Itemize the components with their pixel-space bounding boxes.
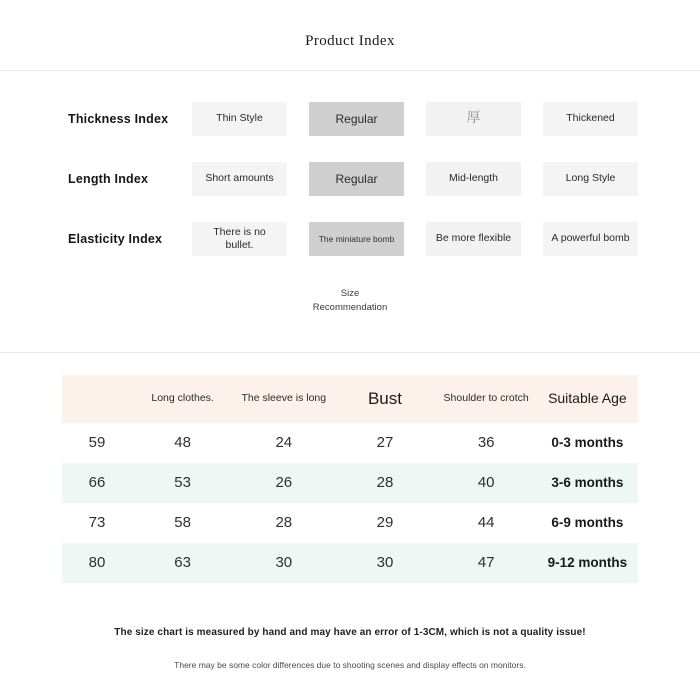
section-divider bbox=[0, 352, 700, 353]
cell-suitable-age: 0-3 months bbox=[537, 423, 638, 463]
cell-size: 73 bbox=[62, 503, 132, 543]
cell-bust: 29 bbox=[334, 503, 435, 543]
index-cells-elasticity bbox=[192, 222, 700, 256]
column-header-bust: Bust bbox=[334, 375, 435, 423]
cell-size: 66 bbox=[62, 463, 132, 503]
index-row-thickness bbox=[0, 89, 700, 149]
cell-sleeve-length: 30 bbox=[233, 543, 334, 583]
thickness-option-thickened[interactable]: Thickened bbox=[543, 102, 638, 136]
index-section bbox=[0, 71, 700, 273]
index-row-elasticity bbox=[0, 209, 700, 269]
elasticity-option-none[interactable]: There is no bullet. bbox=[192, 222, 287, 256]
index-cells-thickness bbox=[192, 102, 700, 136]
size-table-head bbox=[62, 375, 638, 423]
cell-sleeve-length: 24 bbox=[233, 423, 334, 463]
table-row bbox=[62, 543, 638, 583]
index-label-elasticity: Elasticity Index bbox=[68, 232, 163, 246]
cell-size: 80 bbox=[62, 543, 132, 583]
index-label-length: Length Index bbox=[68, 172, 149, 186]
size-table-wrapper bbox=[62, 375, 638, 583]
cell-bust: 30 bbox=[334, 543, 435, 583]
elasticity-option-miniature[interactable]: The miniature bomb bbox=[309, 222, 404, 256]
thickness-option-regular[interactable]: Regular bbox=[309, 102, 404, 136]
column-header-sleeve-length: The sleeve is long bbox=[233, 375, 334, 423]
elasticity-option-more-flexible[interactable]: Be more flexible bbox=[426, 222, 521, 256]
measurement-disclaimer: The size chart is measured by hand and may have an error of 1-3CM, which is not a quality issue! bbox=[114, 626, 586, 638]
cell-bust: 27 bbox=[334, 423, 435, 463]
footnotes bbox=[0, 583, 700, 670]
cell-shoulder-to-crotch: 47 bbox=[436, 543, 537, 583]
cell-suitable-age: 9-12 months bbox=[537, 543, 638, 583]
size-recommendation-line2: Recommendation bbox=[312, 302, 388, 314]
cell-shoulder-to-crotch: 44 bbox=[436, 503, 537, 543]
column-header-shoulder-to-crotch: Shoulder to crotch bbox=[436, 375, 537, 423]
size-recommendation-heading bbox=[0, 273, 700, 332]
color-disclaimer: There may be some color differences due to shooting scenes and display effects on monitors. bbox=[174, 659, 526, 670]
size-table-body bbox=[62, 423, 638, 583]
cell-size: 59 bbox=[62, 423, 132, 463]
length-option-regular[interactable]: Regular bbox=[309, 162, 404, 196]
thickness-option-thin[interactable]: Thin Style bbox=[192, 102, 287, 136]
table-row bbox=[62, 503, 638, 543]
column-header-suitable-age: Suitable Age bbox=[537, 375, 638, 423]
cell-long-clothes: 53 bbox=[132, 463, 233, 503]
index-label-thickness: Thickness Index bbox=[68, 112, 169, 126]
length-option-long[interactable]: Long Style bbox=[543, 162, 638, 196]
cell-long-clothes: 63 bbox=[132, 543, 233, 583]
cell-shoulder-to-crotch: 40 bbox=[436, 463, 537, 503]
cell-sleeve-length: 28 bbox=[233, 503, 334, 543]
column-header-long-clothes: Long clothes. bbox=[132, 375, 233, 423]
cell-shoulder-to-crotch: 36 bbox=[436, 423, 537, 463]
size-recommendation-line1: Size bbox=[340, 288, 360, 299]
index-cells-length bbox=[192, 162, 700, 196]
cell-sleeve-length: 26 bbox=[233, 463, 334, 503]
table-row bbox=[62, 463, 638, 503]
cell-suitable-age: 3-6 months bbox=[537, 463, 638, 503]
elasticity-option-powerful[interactable]: A powerful bomb bbox=[543, 222, 638, 256]
size-table bbox=[62, 375, 638, 583]
column-header-size bbox=[62, 375, 132, 423]
cell-bust: 28 bbox=[334, 463, 435, 503]
length-option-mid[interactable]: Mid-length bbox=[426, 162, 521, 196]
cell-suitable-age: 6-9 months bbox=[537, 503, 638, 543]
table-row bbox=[62, 423, 638, 463]
cell-long-clothes: 58 bbox=[132, 503, 233, 543]
length-option-short[interactable]: Short amounts bbox=[192, 162, 287, 196]
table-header-row bbox=[62, 375, 638, 423]
thickness-option-thick-cn[interactable]: 厚 bbox=[426, 102, 521, 136]
index-row-length bbox=[0, 149, 700, 209]
page-title: Product Index bbox=[305, 33, 395, 49]
cell-long-clothes: 48 bbox=[132, 423, 233, 463]
